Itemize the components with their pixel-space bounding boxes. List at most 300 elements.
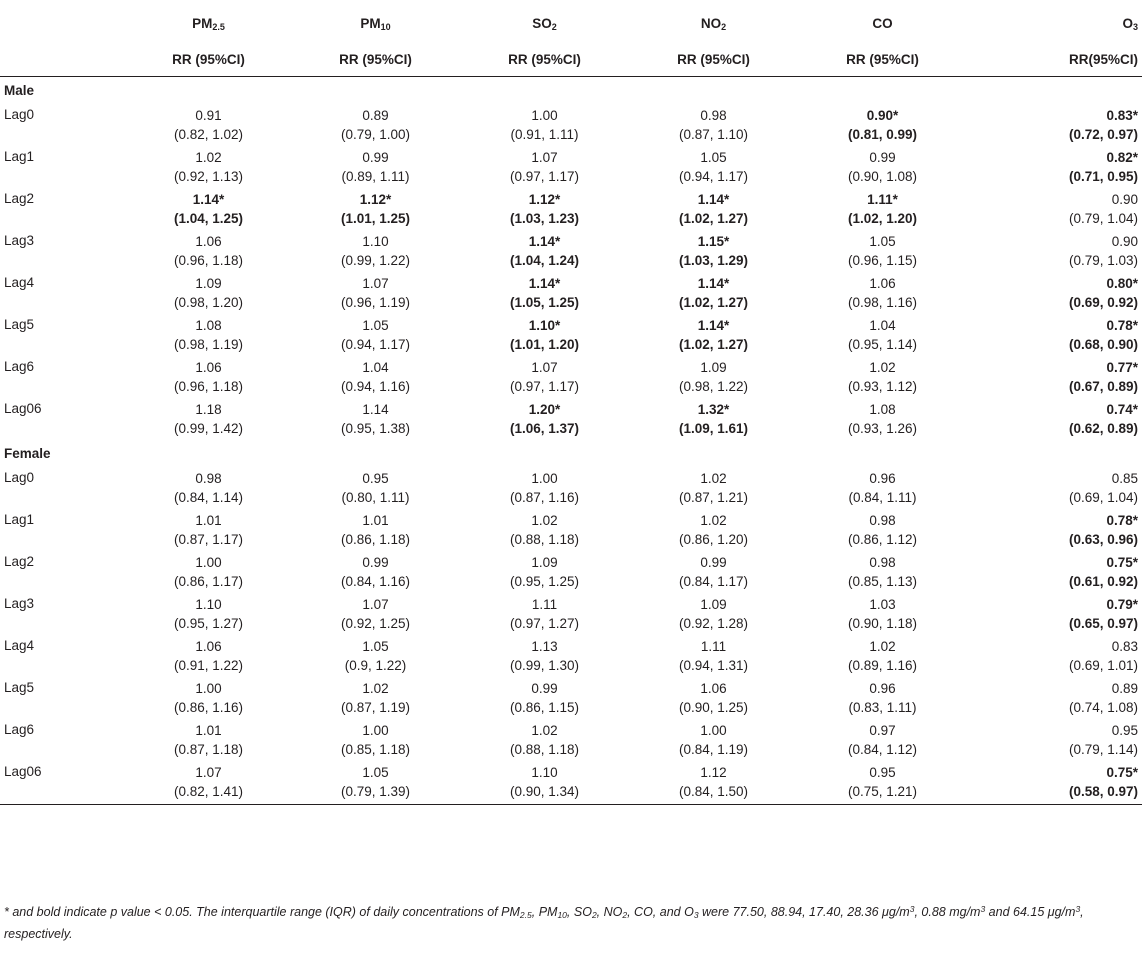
lag-label: Lag0 [4,107,35,122]
rr-value: 1.07 [531,150,558,165]
section-label: Female [4,446,51,461]
header-pollutant: CO [872,16,893,31]
rr-value: 1.12 [700,765,727,780]
rr-confidence-interval: (1.01, 1.20) [509,337,580,352]
rr-cell [291,146,460,188]
rr-confidence-interval: (0.95, 1.25) [509,574,580,589]
rr-value: 0.78* [1106,513,1138,528]
rr-value: 0.99 [700,555,727,570]
rr-value: 0.75* [1106,765,1138,780]
rr-cell [291,188,460,230]
lag-label: Lag1 [4,149,35,164]
header-rr-label: RR (95%CI) [629,42,798,77]
rr-value: 0.99 [362,555,389,570]
rr-cell [798,467,967,509]
rr-cell [460,356,629,398]
rr-cell [291,593,460,635]
rr-cell [798,719,967,761]
rr-cell [460,272,629,314]
rr-value: 1.07 [362,276,389,291]
rr-confidence-interval: (0.79, 1.14) [1068,742,1138,757]
rr-confidence-interval: (0.87, 1.16) [509,490,580,505]
header-rr-label: RR (95%CI) [460,42,629,77]
header-pollutant: $PM_{2.5}$ [192,16,225,32]
rr-value: 1.02 [700,471,727,486]
rr-cell [126,509,291,551]
table-header [0,0,1142,77]
rr-cell [126,314,291,356]
rr-value: 0.98 [700,108,727,123]
pollutant-header-row [0,0,1142,42]
header-pollutant: $O_3$ [1122,16,1138,32]
rr-confidence-interval: (0.69, 1.01) [1068,658,1138,673]
rr-confidence-interval: (0.92, 1.28) [678,616,749,631]
rr-value: 1.10 [195,597,222,612]
table-row [0,188,1142,230]
rr-value: 1.01 [195,723,222,738]
rr-cell [967,104,1142,146]
section-label: Male [4,83,35,98]
rr-cell [629,509,798,551]
rr-cell [629,398,798,440]
rr-confidence-interval: (0.75, 1.21) [847,784,918,799]
rr-cell [291,635,460,677]
rr-confidence-interval: (0.94, 1.31) [678,658,749,673]
rr-value: 1.08 [195,318,222,333]
rr-cell [967,551,1142,593]
rr-value: 1.10 [362,234,389,249]
rr-cell [967,230,1142,272]
rr-confidence-interval: (0.98, 1.19) [173,337,244,352]
rr-cell [798,398,967,440]
rr-value: 1.02 [531,723,558,738]
rr-cell [798,272,967,314]
rr-cell [967,398,1142,440]
rr-value: 1.14* [697,318,730,333]
rr-confidence-interval: (0.86, 1.17) [173,574,244,589]
rr-cell [967,719,1142,761]
rr-confidence-interval: (0.97, 1.17) [509,379,580,394]
rr-value: 1.09 [700,360,727,375]
rr-confidence-interval: (0.89, 1.16) [847,658,918,673]
rr-value: 1.09 [700,597,727,612]
rr-value: 1.11* [867,192,898,207]
table-row [0,272,1142,314]
rr-cell [291,314,460,356]
rr-confidence-interval: (0.74, 1.08) [1068,700,1138,715]
rr-value: 0.96 [869,681,896,696]
header-rr-label: RR (95%CI) [291,42,460,77]
rr-value: 0.89 [362,108,389,123]
rr-value: 1.07 [195,765,222,780]
rr-value: 0.95 [362,471,389,486]
rr-value: 0.99 [531,681,558,696]
rr-cell [967,314,1142,356]
rr-confidence-interval: (0.95, 1.14) [847,337,918,352]
rr-confidence-interval: (0.90, 1.34) [509,784,580,799]
rr-cell [629,677,798,719]
rr-cell [460,314,629,356]
rr-value: 1.08 [869,402,896,417]
rr-confidence-interval: (0.84, 1.12) [847,742,918,757]
rr-confidence-interval: (1.09, 1.61) [678,421,749,436]
rr-cell [798,509,967,551]
rr-confidence-interval: (0.96, 1.18) [173,379,244,394]
rr-cell [460,146,629,188]
table-row [0,761,1142,805]
rr-value: 0.83 [1111,639,1138,654]
rr-cell [291,398,460,440]
rr-cell [460,398,629,440]
rr-confidence-interval: (0.68, 0.90) [1068,337,1138,352]
rr-value: 0.91 [195,108,222,123]
rr-value: 0.95 [1111,723,1138,738]
rr-cell [460,551,629,593]
rr-cell [967,146,1142,188]
rr-confidence-interval: (0.85, 1.18) [340,742,411,757]
rr-value: 1.09 [195,276,222,291]
rr-confidence-interval: (0.96, 1.19) [340,295,411,310]
rr-confidence-interval: (0.97, 1.17) [509,169,580,184]
rr-confidence-interval: (0.96, 1.18) [173,253,244,268]
table-row [0,467,1142,509]
rr-value: 1.20* [528,402,561,417]
table-row [0,314,1142,356]
rr-cell [460,761,629,805]
rr-cell [460,509,629,551]
rr-value: 1.02 [869,639,896,654]
rr-cell [460,104,629,146]
rr-confidence-interval: (1.02, 1.27) [678,295,749,310]
table-row [0,719,1142,761]
rr-confidence-interval: (0.96, 1.15) [847,253,918,268]
rr-cell [967,593,1142,635]
rr-confidence-interval: (0.63, 0.96) [1068,532,1138,547]
table-body [0,77,1142,805]
rr-value: 0.85 [1111,471,1138,486]
rr-cell [126,593,291,635]
rr-value: 1.11 [531,597,558,612]
table-row [0,398,1142,440]
rr-confidence-interval: (1.05, 1.25) [509,295,580,310]
table-row [0,104,1142,146]
rr-confidence-interval: (0.98, 1.16) [847,295,918,310]
rr-confidence-interval: (0.90, 1.08) [847,169,918,184]
lag-label: Lag3 [4,596,35,611]
rr-value: 1.00 [195,555,222,570]
rr-cell [291,761,460,805]
rr-cell [798,230,967,272]
rr-confidence-interval: (0.69, 0.92) [1068,295,1138,310]
rr-value: 0.89 [1111,681,1138,696]
lag-label: Lag6 [4,359,35,374]
rr-confidence-interval: (0.83, 1.11) [848,700,917,715]
rr-confidence-interval: (0.79, 1.00) [340,127,411,142]
rr-value: 1.13 [531,639,558,654]
rr-value: 1.00 [195,681,222,696]
rr-cell [126,398,291,440]
rr-confidence-interval: (0.79, 1.39) [340,784,411,799]
rr-confidence-interval: (1.03, 1.29) [678,253,749,268]
rr-value: 1.02 [195,150,222,165]
rr-cell [629,635,798,677]
rr-cell [126,635,291,677]
rr-value: 1.14 [362,402,389,417]
rr-cell [126,104,291,146]
rr-cell [798,146,967,188]
rr-value: 0.83* [1106,108,1138,123]
rr-cell [460,467,629,509]
rr-value: 0.99 [869,150,896,165]
rr-cell [126,677,291,719]
lag-label: Lag4 [4,638,35,653]
header-pollutant: $NO_2$ [700,16,727,32]
rr-cell [967,467,1142,509]
rr-confidence-interval: (0.94, 1.16) [340,379,411,394]
rr-cell [126,146,291,188]
rr-value: 1.06 [700,681,727,696]
table-row [0,551,1142,593]
rr-cell [967,761,1142,805]
rr-value: 1.06 [869,276,896,291]
rr-confidence-interval: (0.97, 1.27) [509,616,580,631]
rr-cell [629,761,798,805]
header-empty-cell [0,42,126,77]
rr-confidence-interval: (0.88, 1.18) [509,532,580,547]
rr-value: 0.90 [1111,234,1138,249]
lag-label: Lag2 [4,554,35,569]
rr-confidence-interval: (1.02, 1.27) [678,211,749,226]
table-row [0,593,1142,635]
rr-value: 1.02 [700,513,727,528]
rr-value: 0.97 [869,723,896,738]
rr-confidence-interval: (0.87, 1.17) [173,532,244,547]
rr-confidence-interval: (0.93, 1.12) [847,379,918,394]
rr-confidence-interval: (0.91, 1.11) [510,127,579,142]
rr-confidence-interval: (0.82, 1.41) [173,784,244,799]
rr-cell [798,761,967,805]
rr-cell [798,551,967,593]
rr-cell [798,188,967,230]
table-row [0,356,1142,398]
rr-cell [629,188,798,230]
rr-confidence-interval: (0.91, 1.22) [173,658,244,673]
rr-confidence-interval: (0.84, 1.16) [340,574,411,589]
rr-cell [126,761,291,805]
rr-confidence-interval: (1.01, 1.25) [340,211,411,226]
rr-confidence-interval: (0.67, 0.89) [1068,379,1138,394]
header-pollutant: $PM_{10}$ [360,16,391,32]
rr-confidence-interval: (0.99, 1.42) [173,421,244,436]
rr-cell [798,635,967,677]
rr-value: 1.10 [531,765,558,780]
rr-value: 0.96 [869,471,896,486]
rr-cell [460,593,629,635]
rr-cell [291,356,460,398]
rr-value: 1.14* [528,234,561,249]
rr-value: 1.03 [869,597,896,612]
section-row [0,440,1142,467]
rr-value: 0.90* [866,108,899,123]
rr-value: 1.06 [195,639,222,654]
rr-header-row [0,42,1142,77]
rr-cell [291,551,460,593]
rr-value: 1.01 [195,513,222,528]
rr-confidence-interval: (0.86, 1.12) [847,532,918,547]
rr-cell [967,635,1142,677]
rr-cell [126,356,291,398]
rr-confidence-interval: (0.95, 1.27) [173,616,244,631]
rr-confidence-interval: (0.86, 1.16) [173,700,244,715]
rr-confidence-interval: (0.65, 0.97) [1068,616,1138,631]
table-footnote: * and bold indicate p value < 0.05. The interquartile range (IQR) of daily concentrations of $PM_{2.5}$, $PM_{10}$, $SO_2$, $NO_2$, CO, and $O_3$ were 77.50, 88.94, 17.40, 28.36 $\mu g/m^3$, 0.88 $mg/m^3$ and 64.15 $\mu g/m^3$, respectively. [4,904,1084,941]
lag-label: Lag5 [4,317,35,332]
rr-confidence-interval: (0.88, 1.18) [509,742,580,757]
header-pollutant: $SO_2$ [532,16,557,32]
rr-confidence-interval: (0.9, 1.22) [344,658,407,673]
rr-confidence-interval: (0.79, 1.04) [1068,211,1138,226]
rr-confidence-interval: (1.06, 1.37) [509,421,580,436]
rr-confidence-interval: (1.03, 1.23) [509,211,580,226]
rr-cell [629,551,798,593]
rr-value: 0.82* [1106,150,1138,165]
rr-cell [460,719,629,761]
rr-confidence-interval: (0.81, 0.99) [847,127,918,142]
rr-confidence-interval: (0.86, 1.18) [340,532,411,547]
rr-value: 1.01 [362,513,389,528]
rr-confidence-interval: (0.84, 1.11) [848,490,917,505]
rr-cell [291,467,460,509]
header-empty-cell [0,0,126,42]
rr-value: 1.15* [697,234,730,249]
rr-cell [967,188,1142,230]
rr-confidence-interval: (0.84, 1.17) [678,574,749,589]
rr-cell [798,104,967,146]
rr-value: 1.00 [700,723,727,738]
rr-value: 1.07 [531,360,558,375]
rr-confidence-interval: (0.87, 1.18) [173,742,244,757]
rr-confidence-interval: (0.90, 1.18) [847,616,918,631]
rr-cell [126,551,291,593]
rr-cell [629,230,798,272]
rr-confidence-interval: (0.86, 1.20) [678,532,749,547]
rr-value: 1.04 [869,318,896,333]
rr-cell [291,272,460,314]
rr-confidence-interval: (0.93, 1.26) [847,421,918,436]
rr-cell [629,593,798,635]
rr-confidence-interval: (0.87, 1.21) [678,490,749,505]
rr-value: 1.05 [362,639,389,654]
rr-value: 1.14* [697,276,730,291]
rr-confidence-interval: (0.95, 1.38) [340,421,411,436]
rr-cell [460,677,629,719]
rr-cell [629,104,798,146]
rr-value: 1.02 [531,513,558,528]
rr-cell [460,188,629,230]
table-row [0,146,1142,188]
rr-value: 1.14* [192,192,225,207]
rr-value: 0.95 [869,765,896,780]
rr-confidence-interval: (1.02, 1.20) [847,211,918,226]
rr-confidence-interval: (1.04, 1.24) [509,253,580,268]
rr-confidence-interval: (0.92, 1.25) [340,616,411,631]
lag-label: Lag1 [4,512,35,527]
rr-confidence-interval: (0.94, 1.17) [340,337,411,352]
rr-value: 0.98 [869,555,896,570]
lag-label: Lag0 [4,470,35,485]
rr-value: 0.98 [195,471,222,486]
rr-cell [629,719,798,761]
rr-confidence-interval: (0.84, 1.14) [173,490,244,505]
rr-confidence-interval: (0.89, 1.11) [341,169,410,184]
rr-cell [126,719,291,761]
rr-value: 0.90 [1111,192,1138,207]
section-row [0,77,1142,105]
rr-value: 1.06 [195,360,222,375]
rr-confidence-interval: (0.62, 0.89) [1068,421,1138,436]
rr-cell [967,356,1142,398]
rr-confidence-interval: (0.90, 1.25) [678,700,749,715]
header-rr-label: RR(95%CI) [967,42,1142,77]
rr-confidence-interval: (0.87, 1.10) [678,127,749,142]
rr-value: 1.02 [362,681,389,696]
rr-value: 1.00 [531,108,558,123]
rr-confidence-interval: (0.82, 1.02) [173,127,244,142]
lag-label: Lag4 [4,275,35,290]
rr-cell [798,314,967,356]
rr-value: 1.10* [528,318,561,333]
rr-value: 1.05 [869,234,896,249]
rr-value: 1.06 [195,234,222,249]
rr-cell [967,677,1142,719]
rr-cell [798,593,967,635]
lag-label: Lag06 [0,761,126,805]
rr-confidence-interval: (0.84, 1.19) [678,742,749,757]
rr-value: 1.05 [700,150,727,165]
rr-value: 1.12* [359,192,392,207]
rr-value: 1.07 [362,597,389,612]
rr-confidence-interval: (0.99, 1.30) [509,658,580,673]
rr-confidence-interval: (0.92, 1.13) [173,169,244,184]
rr-value: 0.75* [1106,555,1138,570]
rr-confidence-interval: (0.98, 1.20) [173,295,244,310]
rr-value: 1.12* [528,192,561,207]
rr-cell [291,677,460,719]
header-rr-label: RR (95%CI) [126,42,291,77]
rr-value: 1.05 [362,765,389,780]
rr-cell [126,467,291,509]
table-row [0,230,1142,272]
rr-value: 1.02 [869,360,896,375]
rr-value: 1.32* [697,402,730,417]
rr-confidence-interval: (0.79, 1.03) [1068,253,1138,268]
rr-value: 0.77* [1106,360,1138,375]
rr-confidence-interval: (0.69, 1.04) [1068,490,1138,505]
rr-confidence-interval: (0.98, 1.22) [678,379,749,394]
rr-confidence-interval: (0.94, 1.17) [678,169,749,184]
lag-label: Lag5 [4,680,35,695]
rr-value: 1.18 [195,402,222,417]
rr-cell [460,230,629,272]
rr-cell [291,719,460,761]
rr-cell [291,230,460,272]
rr-cell [629,467,798,509]
rr-confidence-interval: (0.71, 0.95) [1068,169,1138,184]
rr-cell [460,635,629,677]
rr-cell [798,356,967,398]
rr-value: 0.80* [1106,276,1138,291]
lag-label: Lag2 [4,191,35,206]
